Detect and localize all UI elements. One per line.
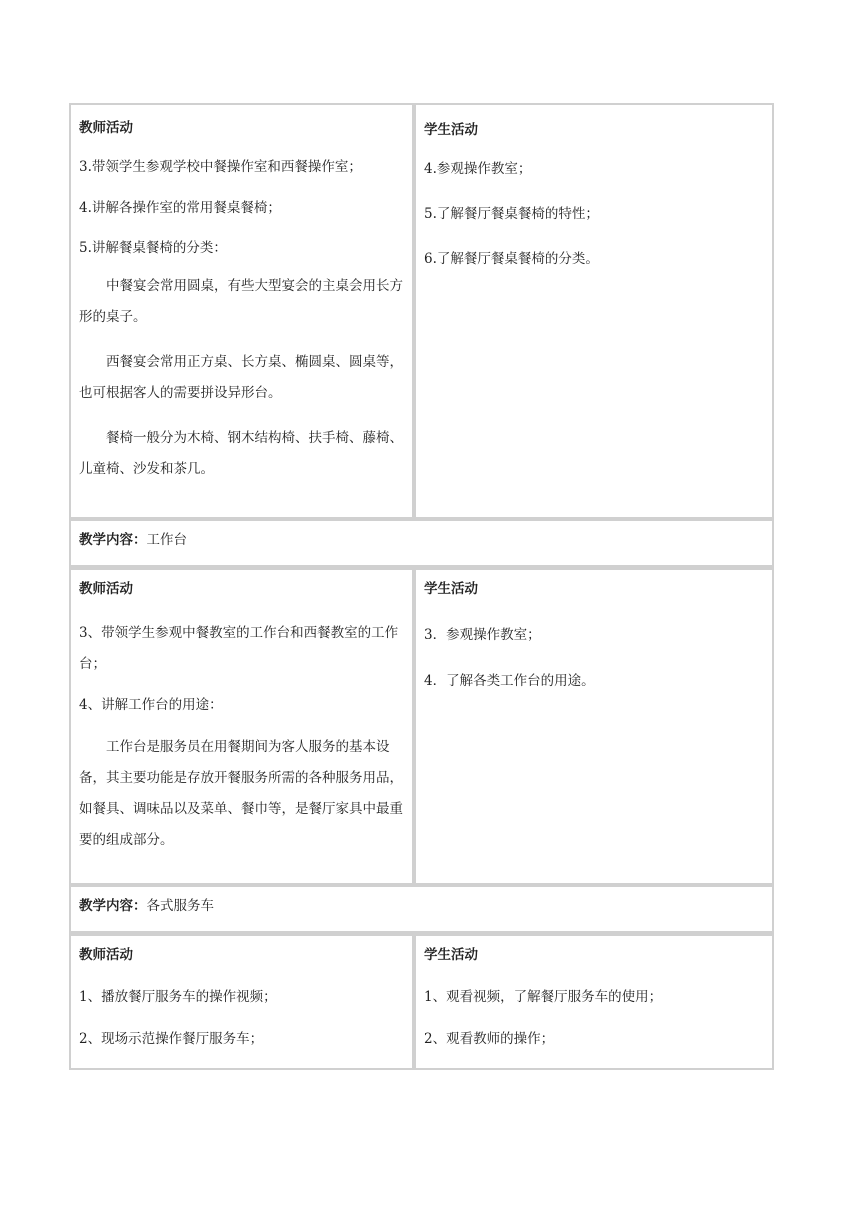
student-item: 1、观看视频，了解餐厅服务车的使用； <box>424 989 663 1005</box>
content-value: 工作台 <box>146 532 187 548</box>
student-heading: 学生活动 <box>424 581 478 597</box>
section2-row <box>69 567 774 885</box>
teacher-paragraph: 工作台是服务员在用餐期间为客人服务的基本设备，其主要功能是存放开餐服务所需的各种服务用品，如餐具、调味品以及菜单、餐巾等，是餐厅家具中最重要的组成部分。 <box>79 739 403 848</box>
section2-student-cell <box>414 567 774 885</box>
teacher-paragraph: 餐椅一般分为木椅、钢木结构椅、扶手椅、藤椅、儿童椅、沙发和茶几。 <box>79 430 403 477</box>
section1-teacher-cell <box>69 103 414 519</box>
content3-cell <box>69 885 774 933</box>
section3-student-cell <box>414 933 774 1070</box>
section1-student-cell <box>414 103 774 519</box>
teacher-paragraph: 西餐宴会常用正方桌、长方桌、椭圆桌、圆桌等，也可根据客人的需要拼设异形台。 <box>79 354 403 401</box>
teacher-heading: 教师活动 <box>79 120 133 136</box>
section3-teacher-cell <box>69 933 414 1070</box>
teacher-item: 2、现场示范操作餐厅服务车； <box>79 1031 264 1047</box>
lesson-table <box>69 103 774 1070</box>
teacher-item: 3.带领学生参观学校中餐操作室和西餐操作室； <box>79 159 362 175</box>
student-heading: 学生活动 <box>424 947 478 963</box>
lesson-plan-page <box>69 103 774 1070</box>
student-item: 5.了解餐厅餐桌餐椅的特性； <box>424 206 599 222</box>
teacher-paragraph: 中餐宴会常用圆桌，有些大型宴会的主桌会用长方形的桌子。 <box>79 278 403 325</box>
teacher-item: 4.讲解各操作室的常用餐桌餐椅； <box>79 200 281 216</box>
teacher-item: 3、带领学生参观中餐教室的工作台和西餐教室的工作台； <box>79 625 399 672</box>
teacher-item: 4、讲解工作台的用途： <box>79 697 223 713</box>
student-item: 3．参观操作教室； <box>424 627 541 643</box>
content-label: 教学内容： <box>79 532 147 548</box>
student-item: 4．了解各类工作台的用途。 <box>424 673 595 689</box>
content-value: 各式服务车 <box>146 898 214 914</box>
student-heading: 学生活动 <box>424 122 478 138</box>
student-item: 6.了解餐厅餐桌餐椅的分类。 <box>424 251 599 267</box>
content-label: 教学内容： <box>79 898 147 914</box>
content2-row <box>69 519 774 567</box>
content2-cell <box>69 519 774 567</box>
student-item: 2、观看教师的操作； <box>424 1031 555 1047</box>
section1-row <box>69 103 774 519</box>
content3-row <box>69 885 774 933</box>
teacher-item: 1、播放餐厅服务车的操作视频； <box>79 989 277 1005</box>
section3-row <box>69 933 774 1070</box>
student-item: 4.参观操作教室； <box>424 161 532 177</box>
teacher-item: 5.讲解餐桌餐椅的分类： <box>79 240 227 256</box>
section2-teacher-cell <box>69 567 414 885</box>
teacher-heading: 教师活动 <box>79 581 133 597</box>
teacher-heading: 教师活动 <box>79 947 133 963</box>
